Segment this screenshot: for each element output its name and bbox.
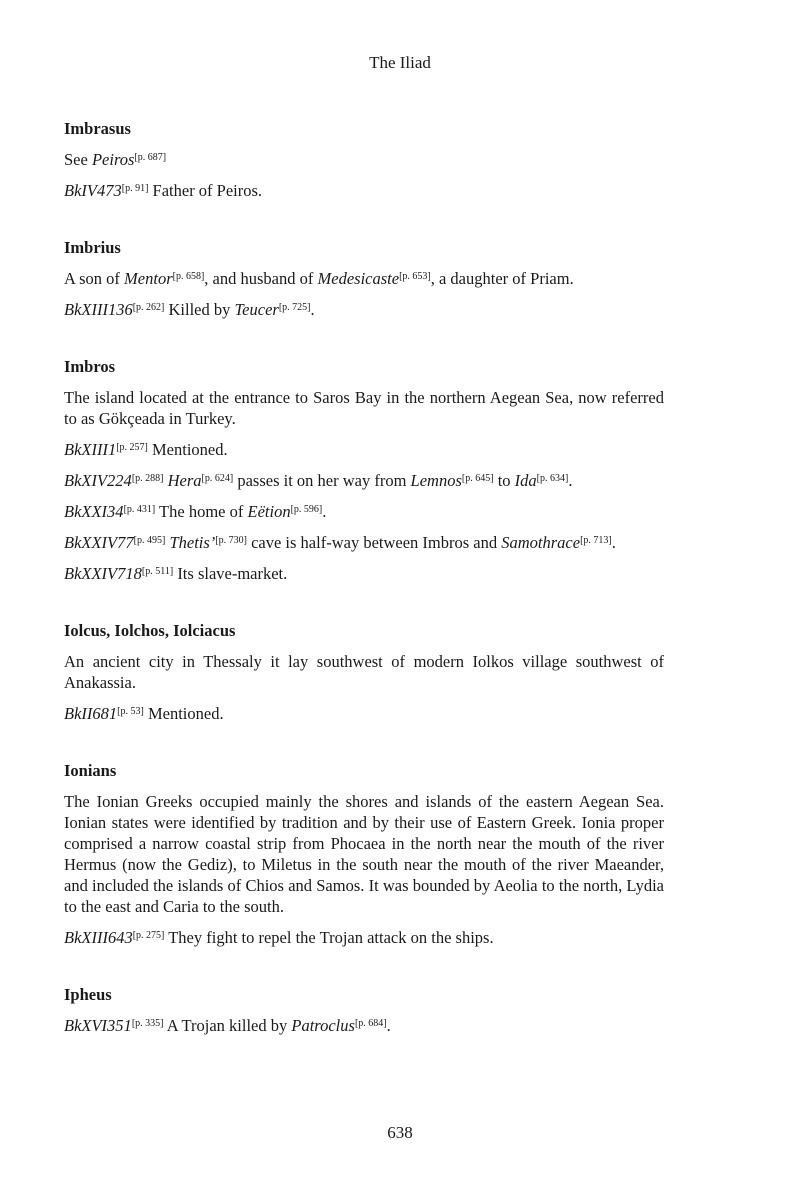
italic-term: Lemnos [410,471,462,490]
italic-term: BkXXI34 [64,502,124,521]
italic-term: BkXIII1 [64,440,117,459]
page-reference: [p. 658] [172,271,205,282]
text-run: Mentioned. [143,704,224,723]
page-reference: [p. 634] [536,473,569,484]
text-run: passes it on her way from [233,471,411,490]
italic-term: Hera [167,471,202,490]
page-reference: [p. 257] [116,442,148,453]
text-run: . [386,1016,391,1035]
text-run: The Ionian Greeks occupied mainly the shores and islands of the eastern Aegean Sea. Ionian states were identified by tradition and by their use of Eastern Greek. Ionia proper comprised a narrow coastal strip from Phocaea in the north near the mouth of the river Hermus (now the Gediz), to Miletus in the south near the mouth of the river Maeander, and included the islands of Chios and Samos. It was bounded by Aeolia to the north, Lydia to the east and Caria to the south. [64,792,664,916]
text-run: They fight to repel the Trojan attack on the ships. [164,928,494,947]
text-run: . [611,533,616,552]
page-reference: [p. 53] [117,706,144,717]
text-run: See [64,150,92,169]
text-run: Father of Peiros. [148,181,263,200]
glossary-entry [64,237,664,320]
italic-term: BkXIII136 [64,300,133,319]
page-reference: [p. 335] [131,1018,164,1029]
page-reference: [p. 511] [141,566,174,577]
page-reference: [p. 624] [201,473,234,484]
text-run: Mentioned. [147,440,228,459]
page-reference: [p. 596] [290,504,323,515]
text-run: Killed by [164,300,235,319]
page-reference: [p. 262] [132,302,165,313]
italic-term: Ida [514,471,537,490]
entry-heading: Imbrasus [64,119,131,138]
page-reference: [p. 275] [132,930,165,941]
page-reference: [p. 725] [278,302,311,313]
italic-term: Eëtion [247,502,291,521]
text-run: . [568,471,573,490]
glossary-entry [64,356,664,584]
glossary-entry [64,620,664,724]
italic-term: BkXXIV718 [64,564,142,583]
page-reference: [p. 288] [131,473,164,484]
entry-heading: Imbros [64,357,116,376]
italic-term: BkII681 [64,704,118,723]
page-reference: [p. 713] [580,535,612,546]
text-run: , a daughter of Priam. [430,269,574,288]
page-reference: [p. 730] [215,535,247,546]
page-reference: [p. 431] [123,504,156,515]
page-number: 638 [387,1123,413,1142]
entry-heading: Iolcus, Iolchos, Iolciacus [64,621,236,640]
italic-term: BkXIV224 [64,471,132,490]
entry-reference [64,927,664,948]
italic-term: Samothrace [501,533,581,552]
entry-description [64,651,664,693]
italic-term: BkXIII643 [64,928,133,947]
entry-heading: Ionians [64,761,117,780]
entry-reference [64,439,664,460]
italic-term: BkXVI351 [64,1016,132,1035]
entry-reference [64,299,664,320]
entry-reference [64,268,664,289]
glossary-entries [64,118,664,1072]
text-run: A son of [64,269,125,288]
page-reference: [p. 684] [354,1018,387,1029]
text-run: The home of [155,502,248,521]
italic-term: BkXXIV77 [64,533,134,552]
entry-heading: Ipheus [64,985,112,1004]
text-run: . [322,502,327,521]
entry-description [64,791,664,917]
text-run: , and husband of [204,269,318,288]
text-run: The island located at the entrance to Saros Bay in the northern Aegean Sea, now referred to as Gökçeada in Turkey. [64,388,664,428]
entry-reference [64,703,664,724]
glossary-entry [64,984,664,1036]
page-reference: [p. 645] [461,473,494,484]
page-reference: [p. 687] [134,152,167,163]
text-run: An ancient city in Thessaly it lay southwest of modern Iolkos village southwest of Anakassia. [64,652,664,692]
text-run: A Trojan killed by [163,1016,292,1035]
italic-term: Thetis’ [169,533,216,552]
text-run: Its slave-market. [173,564,288,583]
text-run: cave is half-way between Imbros and [246,533,502,552]
italic-term: BkIV473 [64,181,122,200]
entry-reference [64,1015,664,1036]
text-run: . [310,300,315,319]
italic-term: Teucer [234,300,279,319]
text-run: to [493,471,515,490]
italic-term: Peiros [91,150,135,169]
entry-reference [64,180,664,201]
running-head: The Iliad [369,53,431,72]
page-reference: [p. 91] [121,183,149,194]
entry-description [64,387,664,429]
page-reference: [p. 495] [133,535,166,546]
italic-term: Patroclus [291,1016,355,1035]
italic-term: Mentor [124,269,173,288]
italic-term: Medesicaste [317,269,400,288]
entry-reference [64,501,664,522]
entry-reference [64,149,664,170]
entry-heading: Imbrius [64,238,121,257]
entry-reference [64,532,664,553]
page-reference: [p. 653] [399,271,431,282]
entry-reference [64,470,664,491]
glossary-entry [64,118,664,201]
entry-reference [64,563,664,584]
glossary-entry [64,760,664,948]
